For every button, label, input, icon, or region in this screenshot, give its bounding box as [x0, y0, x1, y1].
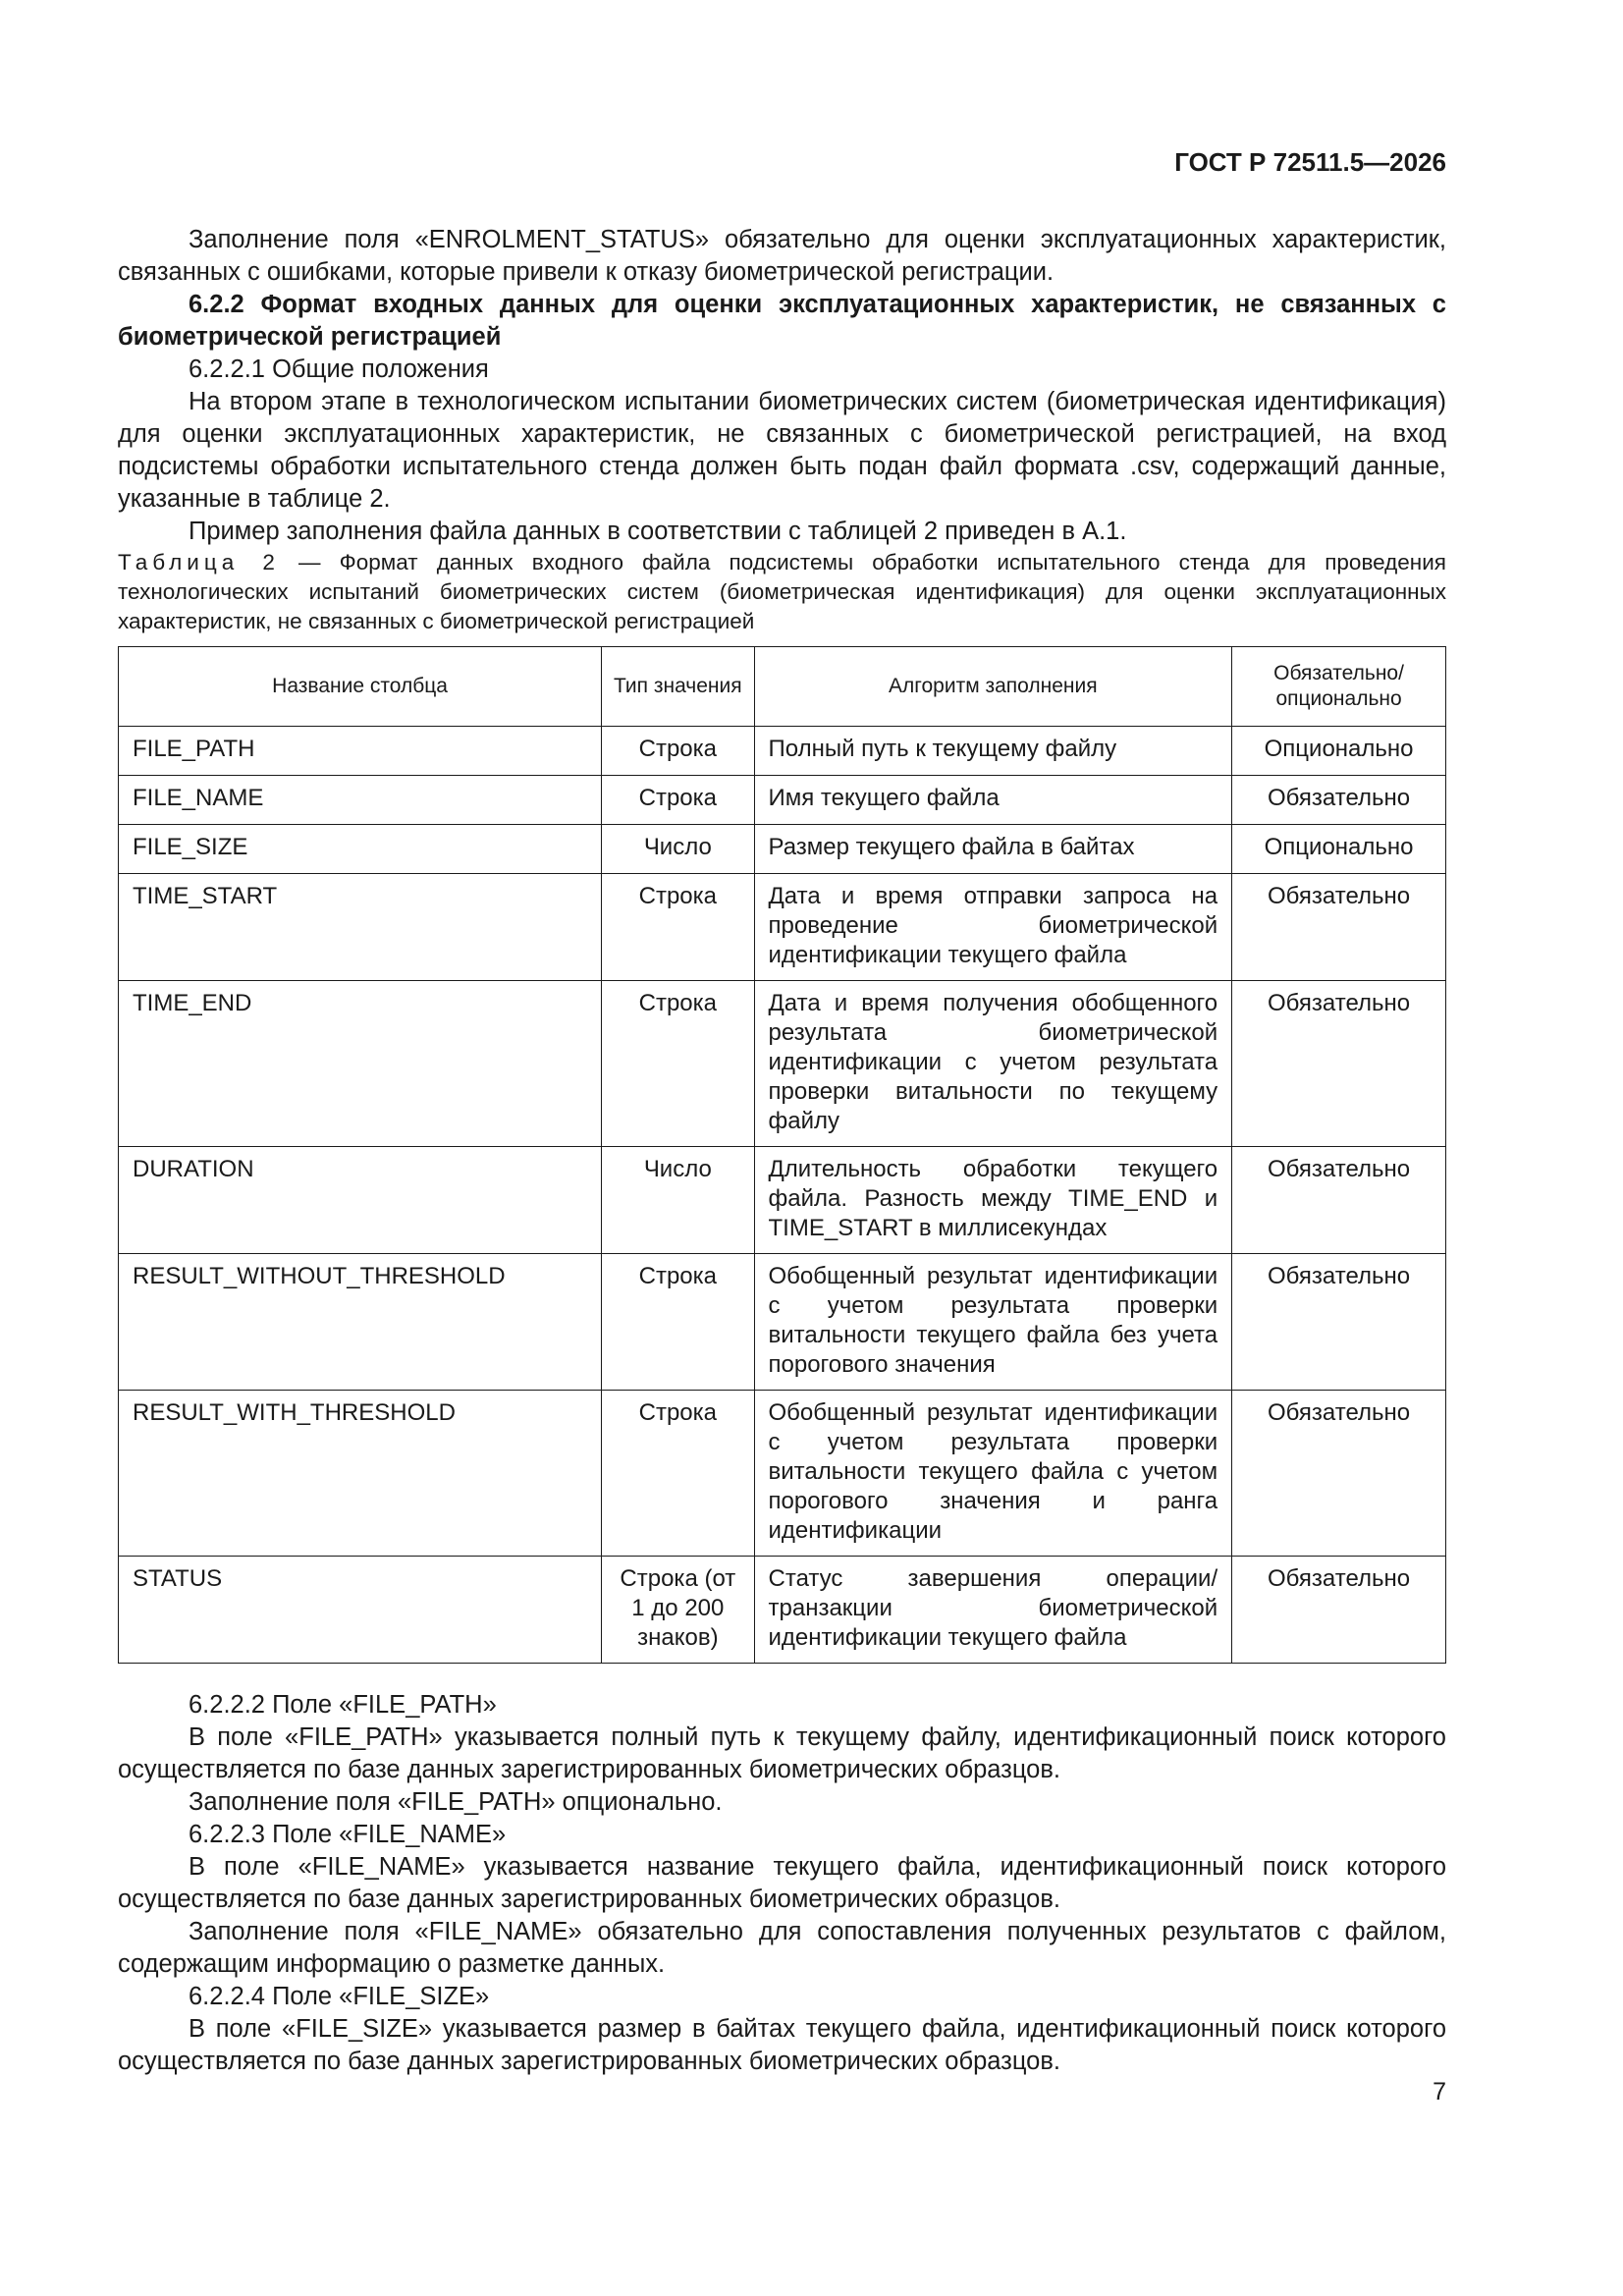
cell-name: TIME_END: [119, 981, 602, 1147]
cell-algorithm: Статус завершения операции/транзакции биометрической идентификации текущего файла: [754, 1557, 1232, 1664]
section-heading-6-2-2-2: 6.2.2.2 Поле «FILE_PATH»: [189, 1691, 497, 1719]
page-number: 7: [1433, 2078, 1446, 2105]
cell-algorithm: Дата и время отправки запроса на проведение биометрической идентификации текущего файла: [754, 874, 1232, 981]
paragraph-file-name-required: Заполнение поля «FILE_NAME» обязательно для сопоставления полученных результатов с файлом, содержащим информацию о разметке данных.: [118, 1918, 1446, 1978]
table-header-row: [119, 647, 1446, 727]
cell-type: Строка: [602, 874, 754, 981]
paragraph-file-size-desc: В поле «FILE_SIZE» указывается размер в байтах текущего файла, идентификационный поиск которого осуществляется по базе данных зарегистрированных биометрических образцов.: [118, 2015, 1446, 2075]
cell-algorithm: Обобщенный результат идентификации с учетом результата проверки витальности текущего файла без учета порогового значения: [754, 1254, 1232, 1391]
sections-after-table: [118, 1689, 1446, 2078]
table-caption-label: Таблица 2: [118, 550, 280, 574]
table-row: [119, 1147, 1446, 1254]
cell-name: TIME_START: [119, 874, 602, 981]
cell-name: RESULT_WITH_THRESHOLD: [119, 1391, 602, 1557]
section-heading-6-2-2-3: 6.2.2.3 Поле «FILE_NAME»: [189, 1821, 507, 1848]
cell-algorithm: Размер текущего файла в байтах: [754, 825, 1232, 874]
cell-name: FILE_NAME: [119, 776, 602, 825]
header-fill-algorithm: Алгоритм заполнения: [754, 647, 1232, 727]
cell-name: FILE_SIZE: [119, 825, 602, 874]
cell-type: Строка: [602, 1391, 754, 1557]
cell-required: Обязательно: [1232, 981, 1446, 1147]
table-row: [119, 981, 1446, 1147]
cell-algorithm: Полный путь к текущему файлу: [754, 727, 1232, 776]
table-caption-text: — Формат данных входного файла подсистемы обработки испытательного стенда для проведения технологических испытаний биометрических систем (биометрическая идентификация) для оценки эксплуатационных характеристик, не связанных с биометрической регистрацией: [118, 550, 1446, 633]
paragraph-file-path-optional: Заполнение поля «FILE_PATH» опционально.: [189, 1788, 723, 1816]
cell-algorithm: Обобщенный результат идентификации с учетом результата проверки витальности текущего файла с учетом порогового значения и ранга идентификации: [754, 1391, 1232, 1557]
cell-type: Строка (от 1 до 200 знаков): [602, 1557, 754, 1664]
cell-required: Обязательно: [1232, 776, 1446, 825]
cell-type: Строка: [602, 776, 754, 825]
section-heading-6-2-2: 6.2.2 Формат входных данных для оценки эксплуатационных характеристик, не связанных с биометрической регистрацией: [118, 291, 1446, 351]
header-column-name: Название столбца: [119, 647, 602, 727]
cell-type: Число: [602, 825, 754, 874]
table-row: [119, 825, 1446, 874]
document-code: ГОСТ Р 72511.5—2026: [1174, 147, 1446, 177]
cell-required: Обязательно: [1232, 1147, 1446, 1254]
paragraph-file-path-desc: В поле «FILE_PATH» указывается полный путь к текущему файлу, идентификационный поиск которого осуществляется по базе данных зарегистрированных биометрических образцов.: [118, 1723, 1446, 1783]
cell-type: Строка: [602, 1254, 754, 1391]
cell-required: Обязательно: [1232, 874, 1446, 981]
cell-type: Строка: [602, 727, 754, 776]
cell-required: Обязательно: [1232, 1254, 1446, 1391]
paragraph-enrolment-status: Заполнение поля «ENROLMENT_STATUS» обязательно для оценки эксплуатационных характеристик, связанных с ошибками, которые привели к отказу биометрической регистрации.: [118, 226, 1446, 286]
cell-name: RESULT_WITHOUT_THRESHOLD: [119, 1254, 602, 1391]
cell-type: Строка: [602, 981, 754, 1147]
table-row: [119, 874, 1446, 981]
cell-algorithm: Дата и время получения обобщенного результата биометрической идентификации с учетом результата проверки витальности по текущему файлу: [754, 981, 1232, 1147]
page-content: [118, 224, 1446, 2078]
table-row: [119, 1391, 1446, 1557]
table-caption: [118, 548, 1446, 636]
cell-required: Обязательно: [1232, 1391, 1446, 1557]
section-heading-6-2-2-4: 6.2.2.4 Поле «FILE_SIZE»: [189, 1983, 490, 2010]
cell-type: Число: [602, 1147, 754, 1254]
cell-required: Опционально: [1232, 727, 1446, 776]
table-row: [119, 1557, 1446, 1664]
paragraph-file-name-desc: В поле «FILE_NAME» указывается название текущего файла, идентификационный поиск которого осуществляется по базе данных зарегистрированных биометрических образцов.: [118, 1853, 1446, 1913]
paragraph-example-ref: Пример заполнения файла данных в соответствии с таблицей 2 приведен в А.1.: [189, 518, 1127, 545]
cell-name: STATUS: [119, 1557, 602, 1664]
format-table: [118, 646, 1446, 1664]
cell-algorithm: Длительность обработки текущего файла. Разность между TIME_END и TIME_START в миллисекундах: [754, 1147, 1232, 1254]
cell-algorithm: Имя текущего файла: [754, 776, 1232, 825]
table-row: [119, 776, 1446, 825]
header-value-type: Тип значения: [602, 647, 754, 727]
table-row: [119, 727, 1446, 776]
section-heading-6-2-2-1: 6.2.2.1 Общие положения: [189, 355, 489, 383]
cell-name: FILE_PATH: [119, 727, 602, 776]
table-row: [119, 1254, 1446, 1391]
cell-name: DURATION: [119, 1147, 602, 1254]
cell-required: Опционально: [1232, 825, 1446, 874]
header-required-optional: Обязательно/ опционально: [1232, 647, 1446, 727]
cell-required: Обязательно: [1232, 1557, 1446, 1664]
paragraph-stage-two: На втором этапе в технологическом испытании биометрических систем (биометрическая идентификация) для оценки эксплуатационных характеристик, не связанных с биометрической регистрацией, на вход подсистемы обработки испытательного стенда должен быть подан файл формата .csv, содержащий данные, указанные в таблице 2.: [118, 388, 1446, 513]
